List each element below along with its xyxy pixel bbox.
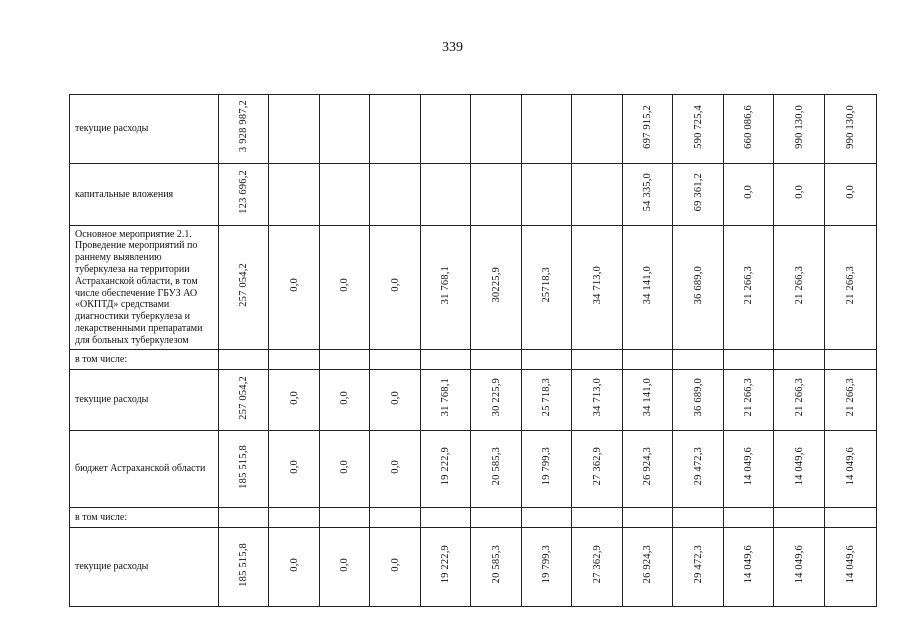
cell-value: 30 225,9 bbox=[490, 378, 502, 417]
cell-value: 185 515,8 bbox=[238, 444, 249, 489]
cell-value: 54 335,0 bbox=[642, 172, 653, 212]
cell-value: 34 141,0 bbox=[642, 265, 653, 305]
value-cell bbox=[522, 431, 572, 508]
value-cell bbox=[269, 508, 320, 528]
value-cell bbox=[522, 528, 572, 607]
value-cell bbox=[471, 528, 522, 607]
value-cell bbox=[269, 370, 320, 431]
value-cell bbox=[673, 370, 724, 431]
cell-value: 34 713,0 bbox=[591, 265, 603, 305]
page-number: 339 bbox=[442, 40, 463, 55]
cell-value: 0,0 bbox=[288, 278, 300, 292]
value-cell bbox=[623, 226, 673, 350]
value-cell bbox=[370, 528, 421, 607]
value-cell bbox=[269, 350, 320, 370]
cell-value: 25 718,3 bbox=[541, 378, 552, 417]
value-cell bbox=[673, 226, 724, 350]
row-label: текущие расходы bbox=[70, 528, 219, 607]
value-cell bbox=[370, 226, 421, 350]
cell-value: 0,0 bbox=[389, 459, 401, 474]
cell-value: 14 049,6 bbox=[793, 545, 805, 584]
value-cell bbox=[572, 370, 623, 431]
value-cell bbox=[724, 95, 774, 164]
cell-value: 0,0 bbox=[288, 557, 300, 572]
value-cell bbox=[623, 528, 673, 607]
cell-value: 20 585,3 bbox=[490, 447, 502, 486]
value-cell bbox=[774, 431, 825, 508]
value-cell bbox=[825, 350, 877, 370]
value-cell bbox=[421, 164, 471, 226]
value-cell bbox=[673, 350, 724, 370]
value-cell bbox=[673, 431, 724, 508]
value-cell bbox=[623, 164, 673, 226]
cell-value: 29 472,3 bbox=[692, 545, 704, 584]
value-cell bbox=[421, 431, 471, 508]
value-cell bbox=[623, 431, 673, 508]
value-cell bbox=[320, 508, 370, 528]
cell-value: 21 266,3 bbox=[845, 378, 856, 417]
cell-value: 21 266,3 bbox=[743, 378, 754, 417]
value-cell bbox=[572, 164, 623, 226]
value-cell bbox=[825, 431, 877, 508]
cell-value: 14 049,6 bbox=[743, 545, 754, 584]
cell-value: 31 768,1 bbox=[440, 265, 451, 305]
value-cell bbox=[421, 350, 471, 370]
value-cell bbox=[724, 370, 774, 431]
value-cell bbox=[724, 431, 774, 508]
cell-value: 660 086,6 bbox=[743, 104, 754, 149]
cell-value: 0,0 bbox=[793, 185, 805, 199]
cell-value: 19 799,3 bbox=[541, 447, 552, 486]
table-row bbox=[70, 95, 877, 164]
value-cell bbox=[471, 95, 522, 164]
cell-value: 21 266,3 bbox=[743, 265, 754, 305]
cell-value: 0,0 bbox=[339, 557, 350, 572]
row-label: в том числе: bbox=[70, 508, 219, 528]
cell-value: 25718,3 bbox=[541, 267, 552, 303]
cell-value: 0,0 bbox=[288, 390, 300, 405]
cell-value: 31 768,1 bbox=[440, 378, 451, 417]
budget-table-body bbox=[70, 95, 877, 607]
value-cell bbox=[673, 95, 724, 164]
cell-value: 36 689,0 bbox=[692, 265, 704, 305]
cell-value: 3 928 987,2 bbox=[238, 100, 249, 153]
value-cell bbox=[774, 528, 825, 607]
table-row bbox=[70, 370, 877, 431]
value-cell bbox=[219, 528, 269, 607]
value-cell bbox=[370, 164, 421, 226]
value-cell bbox=[269, 164, 320, 226]
value-cell bbox=[320, 226, 370, 350]
value-cell bbox=[825, 164, 877, 226]
value-cell bbox=[522, 508, 572, 528]
value-cell bbox=[320, 164, 370, 226]
cell-value: 697 915,2 bbox=[642, 104, 653, 149]
value-cell bbox=[572, 350, 623, 370]
value-cell bbox=[522, 370, 572, 431]
value-cell bbox=[825, 508, 877, 528]
cell-value: 14 049,6 bbox=[845, 545, 856, 584]
cell-value: 0,0 bbox=[288, 459, 300, 474]
table-row bbox=[70, 164, 877, 226]
value-cell bbox=[522, 350, 572, 370]
cell-value: 36 689,0 bbox=[692, 378, 704, 417]
cell-value: 990 130,0 bbox=[845, 104, 856, 149]
cell-value: 14 049,6 bbox=[793, 447, 805, 486]
table-row bbox=[70, 226, 877, 350]
cell-value: 20 585,3 bbox=[490, 545, 502, 584]
value-cell bbox=[370, 95, 421, 164]
value-cell bbox=[623, 95, 673, 164]
cell-value: 185 515,8 bbox=[238, 542, 249, 587]
cell-value: 257 054,2 bbox=[238, 263, 249, 307]
value-cell bbox=[572, 508, 623, 528]
value-cell bbox=[269, 431, 320, 508]
value-cell bbox=[471, 226, 522, 350]
cell-value: 14 049,6 bbox=[743, 447, 754, 486]
cell-value: 0,0 bbox=[339, 278, 350, 292]
value-cell bbox=[219, 226, 269, 350]
row-label: текущие расходы bbox=[70, 95, 219, 164]
value-cell bbox=[370, 350, 421, 370]
value-cell bbox=[320, 95, 370, 164]
cell-value: 990 130,0 bbox=[793, 104, 805, 149]
value-cell bbox=[572, 95, 623, 164]
cell-value: 34 141,0 bbox=[642, 378, 653, 417]
value-cell bbox=[421, 95, 471, 164]
value-cell bbox=[471, 508, 522, 528]
value-cell bbox=[522, 226, 572, 350]
cell-value: 34 713,0 bbox=[591, 378, 603, 417]
value-cell bbox=[421, 226, 471, 350]
cell-value: 26 924,3 bbox=[642, 545, 653, 584]
value-cell bbox=[724, 350, 774, 370]
value-cell bbox=[724, 226, 774, 350]
value-cell bbox=[572, 226, 623, 350]
cell-value: 0,0 bbox=[389, 278, 401, 292]
cell-value: 19 222,9 bbox=[440, 447, 451, 486]
cell-value: 69 361,2 bbox=[692, 172, 704, 212]
value-cell bbox=[219, 508, 269, 528]
value-cell bbox=[471, 164, 522, 226]
cell-value: 0,0 bbox=[339, 390, 350, 405]
value-cell bbox=[774, 370, 825, 431]
value-cell bbox=[774, 95, 825, 164]
row-label: Основное мероприятие 2.1. Проведение мероприятий по раннему выявлению туберкулеза на территории Астраханской области, в том числе обеспечение ГБУЗ АО «ОКПТД» средствами диагностики туберкулеза и лекарственными препаратами для больных туберкулезом bbox=[70, 226, 219, 350]
value-cell bbox=[370, 431, 421, 508]
row-label: бюджет Астраханской области bbox=[70, 431, 219, 508]
value-cell bbox=[825, 226, 877, 350]
value-cell bbox=[219, 431, 269, 508]
value-cell bbox=[471, 431, 522, 508]
value-cell bbox=[724, 164, 774, 226]
cell-value: 27 362,9 bbox=[591, 545, 603, 584]
value-cell bbox=[673, 528, 724, 607]
row-label: в том числе: bbox=[70, 350, 219, 370]
value-cell bbox=[623, 370, 673, 431]
cell-value: 29 472,3 bbox=[692, 447, 704, 486]
table-row bbox=[70, 350, 877, 370]
cell-value: 0,0 bbox=[845, 185, 856, 199]
table-row bbox=[70, 528, 877, 607]
value-cell bbox=[825, 95, 877, 164]
cell-value: 26 924,3 bbox=[642, 447, 653, 486]
value-cell bbox=[219, 350, 269, 370]
value-cell bbox=[320, 528, 370, 607]
value-cell bbox=[774, 350, 825, 370]
table-row bbox=[70, 431, 877, 508]
value-cell bbox=[522, 95, 572, 164]
row-label: текущие расходы bbox=[70, 370, 219, 431]
value-cell bbox=[320, 350, 370, 370]
value-cell bbox=[774, 508, 825, 528]
value-cell bbox=[724, 528, 774, 607]
table-row bbox=[70, 508, 877, 528]
value-cell bbox=[370, 508, 421, 528]
value-cell bbox=[320, 370, 370, 431]
cell-value: 21 266,3 bbox=[793, 378, 805, 417]
cell-value: 21 266,3 bbox=[793, 265, 805, 305]
value-cell bbox=[219, 370, 269, 431]
value-cell bbox=[522, 164, 572, 226]
cell-value: 590 725,4 bbox=[692, 104, 704, 149]
cell-value: 14 049,6 bbox=[845, 447, 856, 486]
value-cell bbox=[774, 164, 825, 226]
value-cell bbox=[269, 95, 320, 164]
value-cell bbox=[421, 508, 471, 528]
value-cell bbox=[825, 528, 877, 607]
value-cell bbox=[724, 508, 774, 528]
cell-value: 19 222,9 bbox=[440, 545, 451, 584]
value-cell bbox=[421, 370, 471, 431]
value-cell bbox=[219, 164, 269, 226]
value-cell bbox=[471, 370, 522, 431]
value-cell bbox=[825, 370, 877, 431]
value-cell bbox=[673, 164, 724, 226]
cell-value: 27 362,9 bbox=[591, 447, 603, 486]
value-cell bbox=[623, 350, 673, 370]
value-cell bbox=[673, 508, 724, 528]
row-label: капитальные вложения bbox=[70, 164, 219, 226]
value-cell bbox=[320, 431, 370, 508]
value-cell bbox=[572, 431, 623, 508]
value-cell bbox=[623, 508, 673, 528]
cell-value: 21 266,3 bbox=[845, 265, 856, 305]
cell-value: 19 799,3 bbox=[541, 545, 552, 584]
value-cell bbox=[370, 370, 421, 431]
cell-value: 123 696,2 bbox=[238, 170, 249, 214]
cell-value: 257 054,2 bbox=[238, 375, 249, 420]
value-cell bbox=[471, 350, 522, 370]
value-cell bbox=[421, 528, 471, 607]
cell-value: 0,0 bbox=[339, 459, 350, 474]
budget-table bbox=[69, 94, 877, 607]
value-cell bbox=[269, 226, 320, 350]
value-cell bbox=[774, 226, 825, 350]
value-cell bbox=[219, 95, 269, 164]
cell-value: 0,0 bbox=[743, 185, 754, 199]
value-cell bbox=[269, 528, 320, 607]
cell-value: 0,0 bbox=[389, 390, 401, 405]
cell-value: 30225,9 bbox=[490, 267, 502, 303]
value-cell bbox=[572, 528, 623, 607]
cell-value: 0,0 bbox=[389, 557, 401, 572]
